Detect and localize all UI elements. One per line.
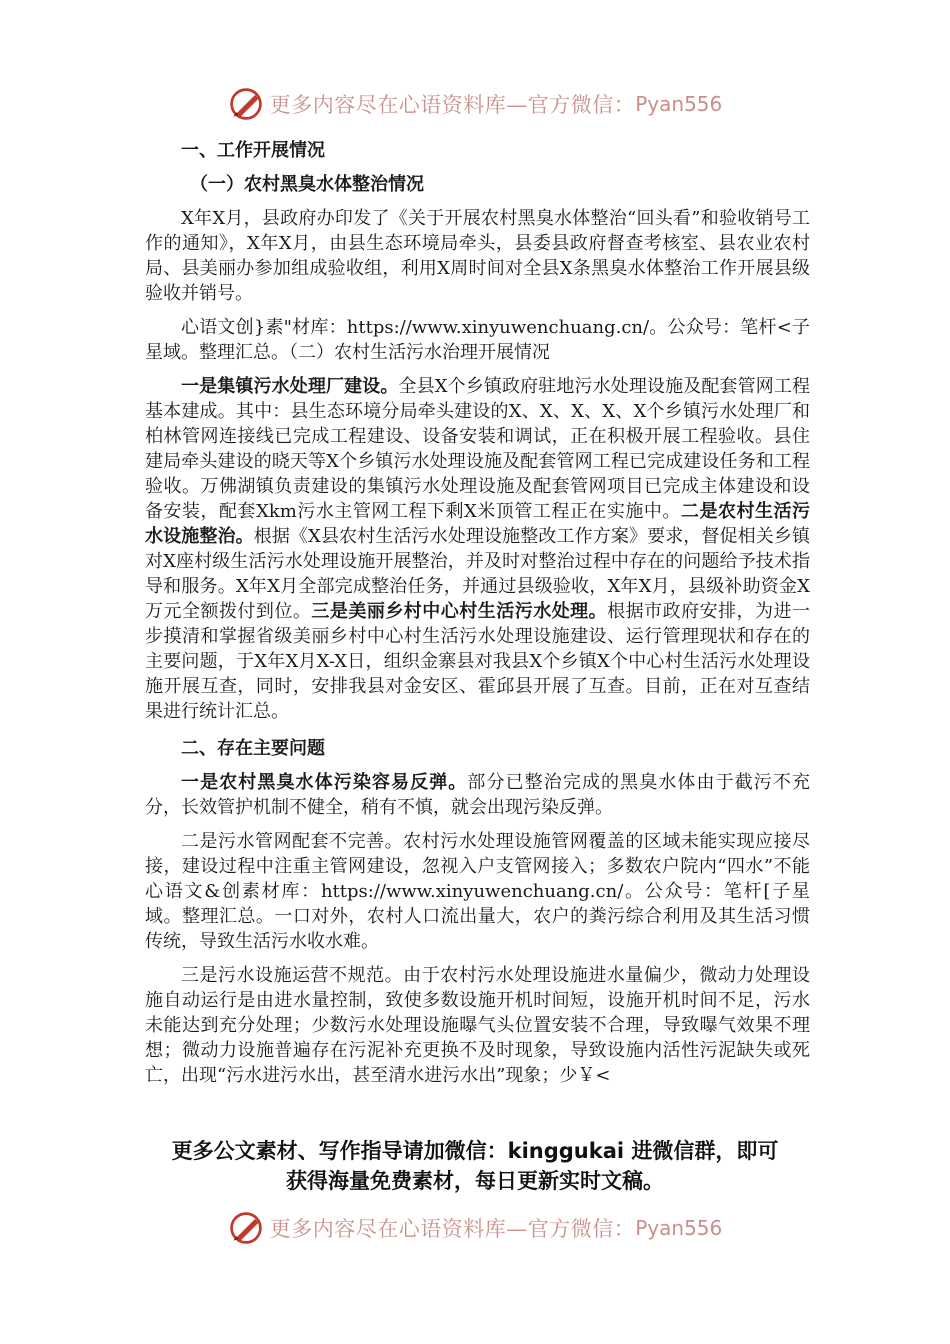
body-text-2: 根据《X县农村生活污水处理设施整改工作方案》要求，督促相关乡镇对X座村级生活污水处理设施开展整治，并及时对整治过程中存在的问题给予技术指导和服务。X年X月全部完成整治任务，并通过县级验收，X年X月，县级补助资金X万元全额拨付到位。 [145,526,811,622]
section1-sub2-paragraph [145,374,810,724]
header-banner-wechat-id: Pyan556 [635,92,723,116]
section2-heading: 二、存在主要问题 [181,738,325,759]
body-text-1: 全县X个乡镇政府驻地污水处理设施及配套管网工程基本建成。其中：县生态环境分局牵头建设的X、X、X、X、X个乡镇污水处理厂和柏林管网连接线已完成工程建设、设备安装和调试，正在积极开展工程验收。县住建局牵头建设的晓天等X个乡镇污水处理设施及配套管网工程已完成建设任务和工程验收。万佛湖镇负责建设的集镇污水处理设施及配套管网项目已完成主体建设和设备安装，配套Xkm污水主管网工程下剩X米顶管工程正在实施中。 [145,376,811,522]
document-body [145,138,810,1097]
footer-banner-wechat-id: Pyan556 [635,1216,723,1240]
watermark-paragraph-1: 心语文创}素"材库：https://www.xinyuwenchuang.cn/。公众号：笔杆<子星域。整理汇总。（二）农村生活污水治理开展情况 [145,317,810,363]
pen-logo-icon [228,86,264,122]
lead-sentence-1: 一是集镇污水处理厂建设。 [181,376,399,397]
problem-lead-1: 一是农村黑臭水体污染容易反弹。 [181,772,468,793]
body-text-3: 根据市政府安排，为进一步摸清和掌握省级美丽乡村中心村生活污水处理设施建设、运行管理现状和存在的主要问题，于X年X月X-X日，组织金寨县对我县X个乡镇X个中心村生活污水处理设施开展互查，同时，安排我县对金安区、霍邱县开展了互查。目前，正在对互查结果进行统计汇总。 [145,601,811,722]
lead-sentence-2: 二是农村生活污水设施整治。 [145,501,811,547]
problem-paragraph-3: 三是污水设施运营不规范。由于农村污水处理设施进水量偏少，微动力处理设施自动运行是由进水量控制，致使多数设施开机时间短，设施开机时间不足，污水未能达到充分处理；少数污水处理设施曝气头位置安装不合理，导致曝气效果不理想；微动力设施普遍存在污泥补充更换不及时现象，导致设施内活性污泥缺失或死亡，出现“污水进污水出，甚至清水进污水出”现象；少￥< [145,965,810,1086]
section1-heading: 一、工作开展情况 [181,140,325,161]
footer-banner [0,1206,950,1250]
header-banner [0,82,950,126]
problem-text-1: 部分已整治完成的黑臭水体由于截污不充分，长效管护机制不健全，稍有不慎，就会出现污染反弹。 [145,772,810,818]
section1-sub1-heading: （一）农村黑臭水体整治情况 [190,174,424,195]
promo-line-1: 更多公文素材、写作指导请加微信：kinggukai 进微信群，即可 [171,1139,779,1163]
promo-line-2: 获得海量免费素材，每日更新实时文稿。 [286,1169,664,1193]
footer-banner-text: 更多内容尽在心语资料库—官方微信： [269,1217,636,1241]
problem-paragraph-1 [145,770,810,820]
pen-logo-icon [228,1210,264,1246]
promo-text [100,1136,850,1196]
section1-sub1-paragraph: X年X月，县政府办印发了《关于开展农村黑臭水体整治“回头看”和验收销号工作的通知》，X年X月，由县生态环境局牵头，县委县政府督查考核室、县农业农村局、县美丽办参加组成验收组，利用X周时间对全县X条黑臭水体整治工作开展县级验收并销号。 [145,208,810,304]
lead-sentence-3: 三是美丽乡村中心村生活污水处理。 [311,601,608,622]
header-banner-text: 更多内容尽在心语资料库—官方微信： [269,93,636,117]
problem-paragraph-2: 二是污水管网配套不完善。农村污水处理设施管网覆盖的区域未能实现应接尽接，建设过程中注重主管网建设，忽视入户支管网接入；多数农户院内“四水”不能心语文&创素材库：https://www.xinyuwenchuang.cn/。公众号：笔杆[子星域。整理汇总。一口对外，农村人口流出量大，农户的粪污综合利用及其生活习惯传统，导致生活污水收水难。 [145,831,810,952]
